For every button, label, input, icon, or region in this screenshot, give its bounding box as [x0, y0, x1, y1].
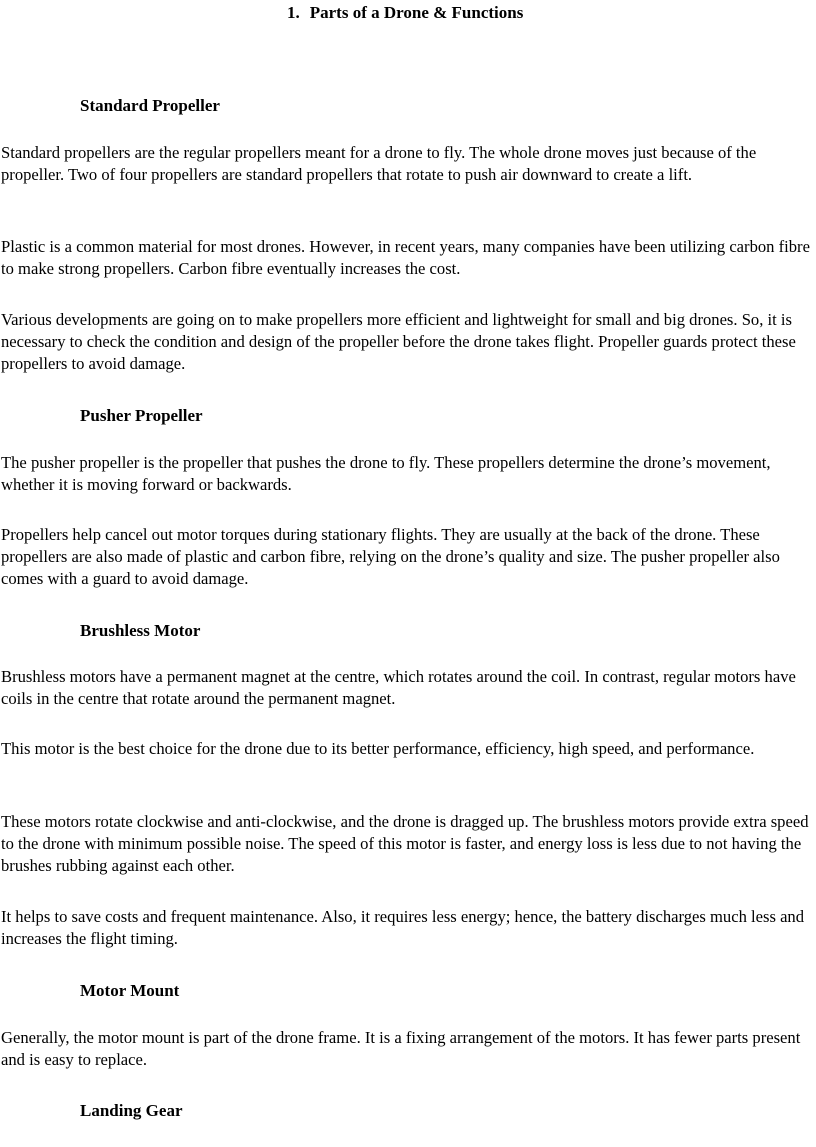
paragraph: The pusher propeller is the propeller that pushes the drone to fly. These propellers determine the drone’s movement, whether it is moving forward or backwards. [1, 453, 771, 494]
section-heading-landing-gear: Landing Gear [80, 1101, 183, 1120]
section-heading-brushless-motor: Brushless Motor [80, 621, 201, 640]
section-heading-pusher-propeller: Pusher Propeller [80, 406, 203, 425]
paragraph: Standard propellers are the regular propellers meant for a drone to fly. The whole drone moves just because of the propeller. Two of four propellers are standard propellers that rotate to push air downward to create a lift. [1, 143, 757, 184]
paragraph: It helps to save costs and frequent maintenance. Also, it requires less energy; hence, the battery discharges much less and increases the flight timing. [1, 907, 805, 948]
page-title [287, 2, 523, 24]
paragraph: This motor is the best choice for the drone due to its better performance, efficiency, high speed, and performance. [1, 739, 755, 758]
paragraph: Propellers help cancel out motor torques during stationary flights. They are usually at the back of the drone. These propellers are also made of plastic and carbon fibre, relying on the drone’s quality and size. The pusher propeller also comes with a guard to avoid damage. [1, 525, 780, 588]
section-heading-standard-propeller: Standard Propeller [80, 96, 220, 115]
paragraph: Generally, the motor mount is part of the drone frame. It is a fixing arrangement of the motors. It has fewer parts present and is easy to replace. [1, 1028, 801, 1069]
title-number: 1. [287, 3, 300, 22]
title-text: Parts of a Drone & Functions [309, 3, 524, 22]
section-heading-motor-mount: Motor Mount [80, 981, 180, 1000]
paragraph: Various developments are going on to make propellers more efficient and lightweight for small and big drones. So, it is necessary to check the condition and design of the propeller before the drone takes flight. Propeller guards protect these propellers to avoid damage. [1, 310, 796, 373]
paragraph: These motors rotate clockwise and anti-clockwise, and the drone is dragged up. The brushless motors provide extra speed to the drone with minimum possible noise. The speed of this motor is faster, and energy loss is less due to not having the brushes rubbing against each other. [1, 812, 809, 875]
paragraph: Plastic is a common material for most drones. However, in recent years, many companies have been utilizing carbon fibre to make strong propellers. Carbon fibre eventually increases the cost. [1, 237, 810, 278]
paragraph: Brushless motors have a permanent magnet at the centre, which rotates around the coil. In contrast, regular motors have coils in the centre that rotate around the permanent magnet. [1, 667, 796, 708]
